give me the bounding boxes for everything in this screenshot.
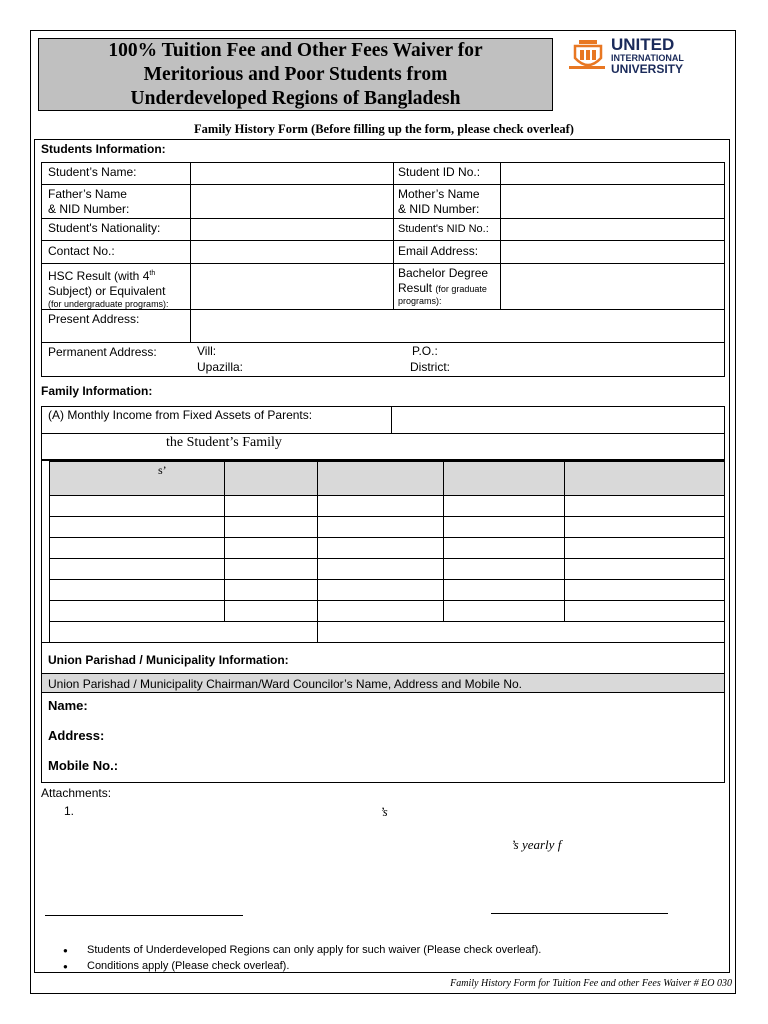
bachelor-line2b: (for graduate <box>435 284 487 294</box>
union-info-heading: Union Parishad / Municipality Information: <box>48 653 289 667</box>
present-address-field[interactable] <box>192 311 723 341</box>
permanent-address-label: Permanent Address: <box>48 345 157 359</box>
university-logo-icon <box>567 38 607 74</box>
monthly-income-field[interactable] <box>393 408 723 432</box>
union-name-label: Name: <box>48 698 88 713</box>
vill-label: Vill: <box>197 344 217 358</box>
mother-name-line1: Mother’s Name <box>398 187 480 201</box>
student-name-label: Student’s Name: <box>48 165 137 179</box>
contact-field[interactable] <box>192 242 391 262</box>
hsc-line1: HSC Result (with 4 <box>48 269 150 283</box>
student-id-field[interactable] <box>502 164 723 183</box>
student-nid-label: Student's NID No.: <box>398 223 489 235</box>
mother-name-field[interactable] <box>502 186 723 217</box>
bachelor-line3: programs): <box>398 296 442 306</box>
father-name-field[interactable] <box>192 186 391 217</box>
student-nid-field[interactable] <box>502 220 723 239</box>
nationality-label: Student's Nationality: <box>48 221 161 235</box>
students-info-heading: Students Information: <box>41 142 166 156</box>
form-title-box <box>38 38 553 111</box>
email-label: Email Address: <box>398 244 479 258</box>
mother-name-line2: & NID Number: <box>398 202 480 216</box>
family-info-heading: Family Information: <box>41 384 153 398</box>
hsc-result-label <box>48 266 169 310</box>
bachelor-line1: Bachelor Degree <box>398 266 489 280</box>
form-subtitle: Family History Form (Before filling up the form, please check overleaf) <box>194 122 574 136</box>
note-1: ● Students of Underdeveloped Regions can only apply for such waiver (Please check overleaf). <box>87 943 541 957</box>
contact-label: Contact No.: <box>48 244 115 258</box>
union-chairman-label: Union Parishad / Municipality Chairman/Ward Councilor’s Name, Address and Mobile No. <box>48 677 522 691</box>
title-line-1: 100% Tuition Fee and Other Fees Waiver for <box>108 39 483 61</box>
po-label: P.O.: <box>412 344 438 358</box>
hsc-superscript: th <box>149 270 156 277</box>
logo-university: UNIVERSITY <box>611 62 684 76</box>
monthly-income-label: (A) Monthly Income from Fixed Assets of Parents: <box>48 408 313 422</box>
hsc-line2: Subject) or Equivalent <box>48 284 166 298</box>
family-table-header <box>49 461 725 496</box>
nationality-field[interactable] <box>192 220 391 239</box>
signature-line-left <box>45 915 243 916</box>
upazilla-label: Upazilla: <box>197 360 244 374</box>
father-name-label <box>48 187 129 217</box>
logo-international: INTERNATIONAL <box>611 53 684 63</box>
hsc-line3: (for undergraduate programs): <box>48 299 169 309</box>
father-name-line1: Father’s Name <box>48 187 127 201</box>
university-logo-text <box>611 37 684 75</box>
hsc-result-field[interactable] <box>192 265 391 308</box>
union-mobile-label: Mobile No.: <box>48 758 119 773</box>
district-label: District: <box>410 360 450 374</box>
present-address-label: Present Address: <box>48 312 140 326</box>
mother-name-label <box>398 187 480 217</box>
email-field[interactable] <box>502 242 723 262</box>
father-name-line2: & NID Number: <box>48 202 130 216</box>
form-footer: Family History Form for Tuition Fee and other Fees Waiver # EO 030 <box>450 978 732 989</box>
logo-united: UNITED <box>611 35 675 54</box>
title-line-3: Underdeveloped Regions of Bangladesh <box>130 87 461 109</box>
student-name-field[interactable] <box>192 164 391 183</box>
attachment-1-number: 1. <box>64 804 75 818</box>
bachelor-result-label <box>398 266 488 307</box>
bachelor-result-field[interactable] <box>502 265 723 308</box>
note-2: ● Conditions apply (Please check overleaf). <box>87 959 289 973</box>
union-address-label: Address: <box>48 728 105 743</box>
family-table-header-fragment: s’ <box>158 463 167 477</box>
bachelor-line2: Result <box>398 281 433 295</box>
signature-line-right <box>491 913 668 914</box>
attachment-2-fragment: ’s yearly f <box>511 837 562 852</box>
title-line-2: Meritorious and Poor Students from <box>143 63 448 85</box>
students-family-label: the Student’s Family <box>166 435 282 450</box>
attachments-heading: Attachments: <box>41 786 112 800</box>
attachment-1-fragment: ’s <box>380 804 388 819</box>
student-id-label: Student ID No.: <box>398 165 481 179</box>
